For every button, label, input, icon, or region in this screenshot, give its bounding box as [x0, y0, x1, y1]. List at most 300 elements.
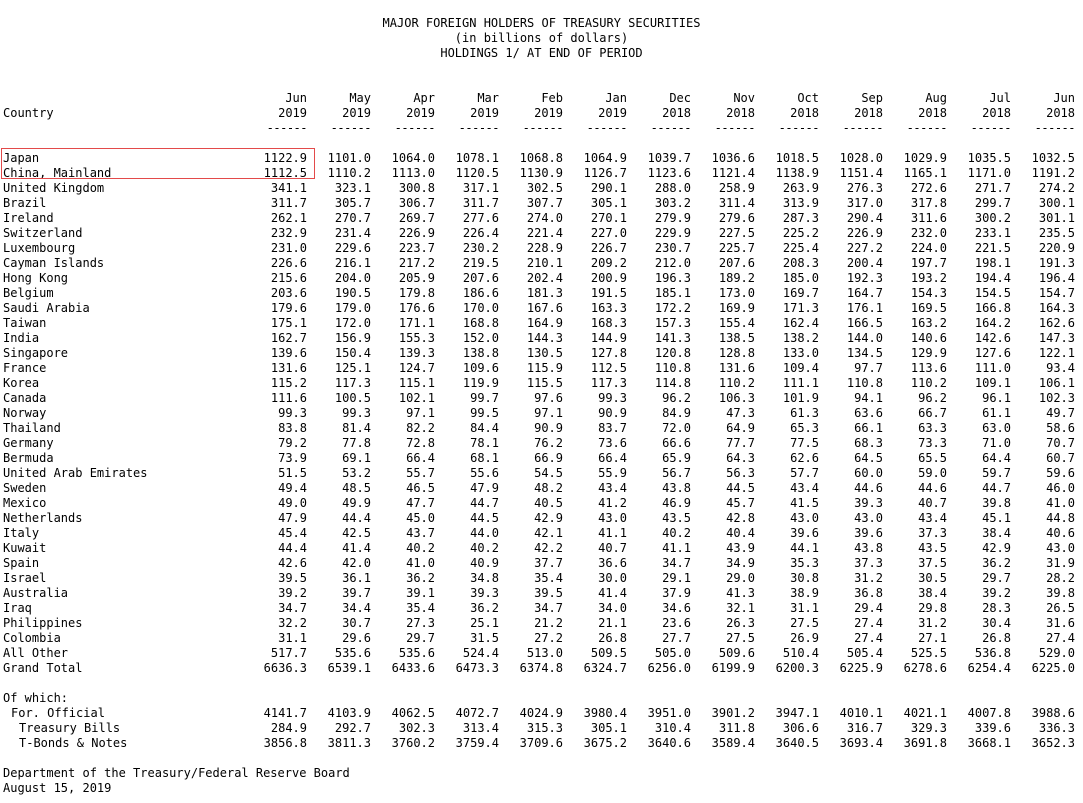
holding-value: 1028.0: [839, 151, 883, 165]
holding-value: 300.8: [398, 181, 435, 195]
column-separator: ------: [586, 121, 627, 135]
holding-value: 49.9: [342, 496, 371, 510]
country-name: China, Mainland: [3, 166, 112, 180]
holding-value: 96.1: [982, 391, 1011, 405]
holding-value: 154.7: [1038, 286, 1075, 300]
holding-value: 303.2: [654, 196, 691, 210]
holding-value: 1138.9: [775, 166, 819, 180]
holding-value: 55.7: [406, 466, 435, 480]
holding-value: 41.2: [598, 496, 627, 510]
holding-value: 59.7: [982, 466, 1011, 480]
column-year-header: 2019: [342, 106, 371, 120]
of-which-value: 313.4: [462, 721, 499, 735]
holding-value: 44.5: [470, 511, 499, 525]
table-row: [0, 391, 1083, 406]
holding-value: 221.5: [974, 241, 1011, 255]
holding-value: 164.9: [526, 316, 563, 330]
holding-value: 29.7: [406, 631, 435, 645]
holding-value: 63.0: [982, 421, 1011, 435]
holding-value: 47.9: [470, 481, 499, 495]
holding-value: 49.0: [278, 496, 307, 510]
of-which-value: 302.3: [398, 721, 435, 735]
holding-value: 73.9: [278, 451, 307, 465]
holding-value: 162.6: [1038, 316, 1075, 330]
holding-value: 68.3: [854, 436, 883, 450]
holding-value: 27.4: [854, 616, 883, 630]
table-row: [0, 541, 1083, 556]
holding-value: 34.7: [662, 556, 691, 570]
holding-value: 217.2: [398, 256, 435, 270]
holding-value: 216.1: [334, 256, 371, 270]
holding-value: 41.1: [662, 541, 691, 555]
holding-value: 44.1: [790, 541, 819, 555]
holding-value: 311.6: [910, 211, 947, 225]
holding-value: 1110.2: [327, 166, 371, 180]
holding-value: 31.2: [918, 616, 947, 630]
holding-value: 271.7: [974, 181, 1011, 195]
holding-value: 185.0: [782, 271, 819, 285]
holding-value: 72.0: [662, 421, 691, 435]
holding-value: 37.7: [534, 556, 563, 570]
holding-value: 1112.5: [263, 166, 307, 180]
holding-value: 84.4: [470, 421, 499, 435]
holding-value: 45.1: [982, 511, 1011, 525]
holding-value: 30.4: [982, 616, 1011, 630]
holding-value: 112.5: [590, 361, 627, 375]
table-row: [0, 196, 1083, 211]
country-name: Philippines: [3, 616, 83, 630]
holding-value: 263.9: [782, 181, 819, 195]
holding-value: 39.3: [854, 496, 883, 510]
holding-value: 227.0: [590, 226, 627, 240]
holding-value: 46.0: [1046, 481, 1075, 495]
holding-value: 517.7: [270, 646, 307, 660]
holding-value: 157.3: [654, 316, 691, 330]
holding-value: 166.8: [974, 301, 1011, 315]
country-name: Taiwan: [3, 316, 47, 330]
column-month-header: Jan: [605, 91, 627, 105]
country-name: Belgium: [3, 286, 54, 300]
column-month-header: Nov: [733, 91, 755, 105]
holding-value: 34.9: [726, 556, 755, 570]
holding-value: 41.3: [726, 586, 755, 600]
holding-value: 27.4: [854, 631, 883, 645]
holding-value: 1120.5: [455, 166, 499, 180]
holding-value: 63.3: [918, 421, 947, 435]
holding-value: 311.4: [718, 196, 755, 210]
holding-value: 48.2: [534, 481, 563, 495]
holding-value: 38.4: [918, 586, 947, 600]
holding-value: 203.6: [270, 286, 307, 300]
holding-value: 223.7: [398, 241, 435, 255]
holding-value: 77.7: [726, 436, 755, 450]
holding-value: 1191.2: [1031, 166, 1075, 180]
holding-value: 39.8: [1046, 586, 1075, 600]
holding-value: 94.1: [854, 391, 883, 405]
holding-value: 21.2: [534, 616, 563, 630]
holding-value: 28.3: [982, 601, 1011, 615]
holding-value: 115.9: [526, 361, 563, 375]
holding-value: 141.3: [654, 331, 691, 345]
holding-value: 227.2: [846, 241, 883, 255]
holding-value: 65.3: [790, 421, 819, 435]
holding-value: 152.0: [462, 331, 499, 345]
holding-value: 96.2: [662, 391, 691, 405]
holding-value: 41.0: [1046, 496, 1075, 510]
holding-value: 323.1: [334, 181, 371, 195]
holding-value: 1064.9: [583, 151, 627, 165]
table-row: [0, 436, 1083, 451]
holding-value: 226.4: [462, 226, 499, 240]
country-name: Germany: [3, 436, 54, 450]
holding-value: 66.9: [534, 451, 563, 465]
holding-value: 311.7: [462, 196, 499, 210]
holding-value: 300.1: [1038, 196, 1075, 210]
holding-value: 202.4: [526, 271, 563, 285]
holding-value: 114.8: [654, 376, 691, 390]
holding-value: 99.7: [470, 391, 499, 405]
holding-value: 224.0: [910, 241, 947, 255]
holding-value: 6278.6: [903, 661, 947, 675]
holding-value: 200.4: [846, 256, 883, 270]
holding-value: 59.0: [918, 466, 947, 480]
holding-value: 124.7: [398, 361, 435, 375]
of-which-value: 3759.4: [455, 736, 499, 750]
holding-value: 44.0: [470, 526, 499, 540]
table-row: [0, 181, 1083, 196]
header-months-row: [0, 91, 1083, 106]
holding-value: 44.8: [1046, 511, 1075, 525]
column-month-header: May: [349, 91, 371, 105]
of-which-value: 4103.9: [327, 706, 371, 720]
holding-value: 306.7: [398, 196, 435, 210]
holding-value: 196.3: [654, 271, 691, 285]
holding-value: 279.6: [718, 211, 755, 225]
holding-value: 41.1: [598, 526, 627, 540]
holding-value: 40.5: [534, 496, 563, 510]
holding-value: 164.3: [1038, 301, 1075, 315]
holding-value: 42.2: [534, 541, 563, 555]
country-name: Grand Total: [3, 661, 83, 675]
of-which-value: 336.3: [1038, 721, 1075, 735]
holding-value: 83.8: [278, 421, 307, 435]
holding-value: 97.1: [406, 406, 435, 420]
holding-value: 110.2: [910, 376, 947, 390]
holding-value: 59.6: [1046, 466, 1075, 480]
holding-value: 27.5: [790, 616, 819, 630]
column-year-header: 2018: [1046, 106, 1075, 120]
country-name: Canada: [3, 391, 47, 405]
holding-value: 110.2: [718, 376, 755, 390]
holding-value: 44.6: [918, 481, 947, 495]
holding-value: 43.0: [854, 511, 883, 525]
holding-value: 193.2: [910, 271, 947, 285]
holding-value: 27.7: [662, 631, 691, 645]
country-name: Iraq: [3, 601, 32, 615]
holding-value: 167.6: [526, 301, 563, 315]
holding-value: 113.6: [910, 361, 947, 375]
holding-value: 311.7: [270, 196, 307, 210]
table-row: [0, 586, 1083, 601]
holding-value: 1064.0: [391, 151, 435, 165]
holding-value: 175.1: [270, 316, 307, 330]
country-name: Australia: [3, 586, 69, 600]
holding-value: 166.5: [846, 316, 883, 330]
holding-value: 279.9: [654, 211, 691, 225]
holding-value: 232.9: [270, 226, 307, 240]
column-month-header: Feb: [541, 91, 563, 105]
holding-value: 226.9: [846, 226, 883, 240]
holding-value: 215.6: [270, 271, 307, 285]
holding-value: 66.4: [406, 451, 435, 465]
holding-value: 101.9: [782, 391, 819, 405]
holding-value: 535.6: [398, 646, 435, 660]
column-year-header: 2018: [726, 106, 755, 120]
holding-value: 229.6: [334, 241, 371, 255]
report-title: MAJOR FOREIGN HOLDERS OF TREASURY SECURITIES: [382, 16, 701, 30]
holding-value: 30.7: [342, 616, 371, 630]
holding-value: 6254.4: [967, 661, 1011, 675]
table-row: [0, 511, 1083, 526]
holding-value: 134.5: [846, 346, 883, 360]
holding-value: 111.1: [782, 376, 819, 390]
highlight-box: [1, 148, 315, 179]
holding-value: 73.6: [598, 436, 627, 450]
holding-value: 64.3: [726, 451, 755, 465]
header-separator-row: [0, 121, 1083, 136]
holding-value: 26.5: [1046, 601, 1075, 615]
table-row: [0, 571, 1083, 586]
holding-value: 6256.0: [647, 661, 691, 675]
holding-value: 1151.4: [839, 166, 883, 180]
holding-value: 154.5: [974, 286, 1011, 300]
holding-value: 71.0: [982, 436, 1011, 450]
table-row: [0, 271, 1083, 286]
of-which-value: 3640.6: [647, 736, 691, 750]
holding-value: 36.2: [470, 601, 499, 615]
holding-value: 39.6: [790, 526, 819, 540]
holding-value: 72.8: [406, 436, 435, 450]
holding-value: 505.0: [654, 646, 691, 660]
holding-value: 32.2: [278, 616, 307, 630]
holding-value: 102.1: [398, 391, 435, 405]
holding-value: 1122.9: [263, 151, 307, 165]
column-separator: ------: [1034, 121, 1075, 135]
holding-value: 40.2: [406, 541, 435, 555]
holding-value: 78.1: [470, 436, 499, 450]
holding-value: 204.0: [334, 271, 371, 285]
of-which-value: 4062.5: [391, 706, 435, 720]
holding-value: 111.0: [974, 361, 1011, 375]
column-month-header: Jun: [285, 91, 307, 105]
column-month-header: Oct: [797, 91, 819, 105]
holding-value: 117.3: [590, 376, 627, 390]
footer-source: Department of the Treasury/Federal Reserve Board: [3, 766, 350, 780]
holding-value: 68.1: [470, 451, 499, 465]
holding-value: 535.6: [334, 646, 371, 660]
holding-value: 221.4: [526, 226, 563, 240]
of-which-value: 284.9: [270, 721, 307, 735]
country-name: Singapore: [3, 346, 69, 360]
column-year-header: 2019: [598, 106, 627, 120]
of-which-label-cell: T-Bonds & Notes: [19, 736, 128, 750]
holding-value: 200.9: [590, 271, 627, 285]
holding-value: 169.9: [718, 301, 755, 315]
holding-value: 171.3: [782, 301, 819, 315]
holding-value: 42.6: [278, 556, 307, 570]
of-which-value: 3652.3: [1031, 736, 1075, 750]
column-separator: ------: [906, 121, 947, 135]
holding-value: 262.1: [270, 211, 307, 225]
holding-value: 1113.0: [391, 166, 435, 180]
holding-value: 198.1: [974, 256, 1011, 270]
holding-value: 129.9: [910, 346, 947, 360]
holding-value: 42.0: [342, 556, 371, 570]
holding-value: 99.5: [470, 406, 499, 420]
country-name: Colombia: [3, 631, 61, 645]
holding-value: 53.2: [342, 466, 371, 480]
report-subtitle-units: (in billions of dollars): [454, 31, 629, 45]
holding-value: 179.8: [398, 286, 435, 300]
holding-value: 81.4: [342, 421, 371, 435]
holding-value: 61.1: [982, 406, 1011, 420]
holding-value: 270.7: [334, 211, 371, 225]
column-year-header: 2019: [406, 106, 435, 120]
holding-value: 164.2: [974, 316, 1011, 330]
holding-value: 185.1: [654, 286, 691, 300]
holding-value: 39.2: [278, 586, 307, 600]
holding-value: 31.2: [854, 571, 883, 585]
of-which-value: 3760.2: [391, 736, 435, 750]
holding-value: 1032.5: [1031, 151, 1075, 165]
holding-value: 144.0: [846, 331, 883, 345]
holding-value: 106.3: [718, 391, 755, 405]
holding-value: 317.8: [910, 196, 947, 210]
holding-value: 64.5: [854, 451, 883, 465]
holding-value: 307.7: [526, 196, 563, 210]
country-name: Kuwait: [3, 541, 47, 555]
holding-value: 42.5: [342, 526, 371, 540]
holding-value: 1029.9: [903, 151, 947, 165]
holding-value: 190.5: [334, 286, 371, 300]
holding-value: 1035.5: [967, 151, 1011, 165]
holding-value: 43.7: [406, 526, 435, 540]
country-name: Switzerland: [3, 226, 83, 240]
holding-value: 6473.3: [455, 661, 499, 675]
of-which-value: 3709.6: [519, 736, 563, 750]
holding-value: 189.2: [718, 271, 755, 285]
of-which-value: 3856.8: [263, 736, 307, 750]
holding-value: 40.7: [598, 541, 627, 555]
holding-value: 1039.7: [647, 151, 691, 165]
holding-value: 6199.9: [711, 661, 755, 675]
holding-value: 26.8: [598, 631, 627, 645]
holding-value: 127.6: [974, 346, 1011, 360]
country-name: United Kingdom: [3, 181, 105, 195]
holding-value: 525.5: [910, 646, 947, 660]
holding-value: 274.2: [1038, 181, 1075, 195]
country-name: Luxembourg: [3, 241, 76, 255]
holding-value: 61.3: [790, 406, 819, 420]
table-row: [0, 301, 1083, 316]
of-which-value: 3988.6: [1031, 706, 1075, 720]
country-name: United Arab Emirates: [3, 466, 148, 480]
column-year-header: 2019: [470, 106, 499, 120]
holding-value: 45.4: [278, 526, 307, 540]
column-separator: ------: [458, 121, 499, 135]
holding-value: 1126.7: [583, 166, 627, 180]
holding-value: 341.1: [270, 181, 307, 195]
holding-value: 168.8: [462, 316, 499, 330]
holding-value: 119.9: [462, 376, 499, 390]
country-name: Israel: [3, 571, 47, 585]
holding-value: 39.7: [342, 586, 371, 600]
holding-value: 66.4: [598, 451, 627, 465]
holding-value: 44.5: [726, 481, 755, 495]
holding-value: 162.7: [270, 331, 307, 345]
country-name: Netherlands: [3, 511, 83, 525]
holding-value: 6374.8: [519, 661, 563, 675]
holding-value: 96.2: [918, 391, 947, 405]
holding-value: 47.9: [278, 511, 307, 525]
holding-value: 34.4: [342, 601, 371, 615]
holding-value: 258.9: [718, 181, 755, 195]
holding-value: 36.2: [406, 571, 435, 585]
holding-value: 40.9: [470, 556, 499, 570]
holding-value: 73.3: [918, 436, 947, 450]
header-years-row: [0, 106, 1083, 121]
column-month-header: Mar: [477, 91, 499, 105]
holding-value: 34.8: [470, 571, 499, 585]
holding-value: 90.9: [598, 406, 627, 420]
column-separator: ------: [650, 121, 691, 135]
holding-value: 163.3: [590, 301, 627, 315]
holding-value: 6324.7: [583, 661, 627, 675]
holding-value: 27.4: [1046, 631, 1075, 645]
holding-value: 1068.8: [519, 151, 563, 165]
holding-value: 290.4: [846, 211, 883, 225]
holding-value: 171.1: [398, 316, 435, 330]
of-which-value: 311.8: [718, 721, 755, 735]
holding-value: 76.2: [534, 436, 563, 450]
holding-value: 181.3: [526, 286, 563, 300]
of-which-value: 4010.1: [839, 706, 883, 720]
holding-value: 43.0: [598, 511, 627, 525]
of-which-value: 3668.1: [967, 736, 1011, 750]
holding-value: 128.8: [718, 346, 755, 360]
column-separator: ------: [394, 121, 435, 135]
holding-value: 106.1: [1038, 376, 1075, 390]
holding-value: 27.2: [534, 631, 563, 645]
holding-value: 30.8: [790, 571, 819, 585]
holding-value: 43.9: [726, 541, 755, 555]
holding-value: 144.3: [526, 331, 563, 345]
of-which-row: [0, 721, 1083, 736]
holding-value: 209.2: [590, 256, 627, 270]
table-row: [0, 406, 1083, 421]
holding-value: 41.4: [342, 541, 371, 555]
holding-value: 231.4: [334, 226, 371, 240]
table-row: [0, 256, 1083, 271]
of-which-value: 3691.8: [903, 736, 947, 750]
holding-value: 56.3: [726, 466, 755, 480]
holding-value: 529.0: [1038, 646, 1075, 660]
holding-value: 31.1: [790, 601, 819, 615]
holding-value: 49.7: [1046, 406, 1075, 420]
of-which-value: 4024.9: [519, 706, 563, 720]
holding-value: 39.2: [982, 586, 1011, 600]
column-month-header: Sep: [861, 91, 883, 105]
